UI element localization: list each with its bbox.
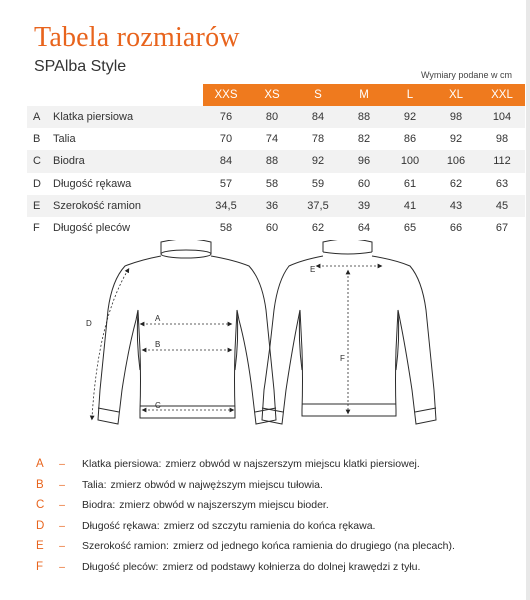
table-cell: 112	[479, 150, 525, 172]
row-letter: C	[27, 150, 43, 172]
table-cell: 34,5	[203, 195, 249, 217]
table-cell: 74	[249, 128, 295, 150]
legend-letter: E	[36, 540, 44, 553]
table-cell: 82	[341, 128, 387, 150]
row-letter: E	[27, 195, 43, 217]
row-label: Biodra	[43, 150, 203, 172]
row-letter: B	[27, 128, 43, 150]
table-cell: 67	[479, 217, 525, 239]
table-cell: 78	[295, 128, 341, 150]
table-row	[27, 128, 525, 150]
legend-term: Szerokość ramion:	[82, 540, 169, 553]
legend-text: zmierz obwód w najszerszym miejscu klatki piersiowej.	[165, 458, 420, 471]
table-cell: 57	[203, 173, 249, 195]
row-letter: A	[27, 106, 43, 128]
legend-text: zmierz od podstawy kołnierza do dolnej krawędzi z tyłu.	[162, 560, 421, 573]
legend-term: Długość rękawa:	[82, 519, 160, 532]
table-cell: 70	[203, 128, 249, 150]
row-label: Długość rękawa	[43, 173, 203, 195]
legend-term: Talia:	[82, 478, 107, 491]
table-cell: 84	[203, 150, 249, 172]
table-cell: 106	[433, 150, 479, 172]
front-label-d: D	[86, 319, 92, 328]
table-cell: 104	[479, 106, 525, 128]
table-cell: 36	[249, 195, 295, 217]
size-header: XXS	[203, 84, 249, 106]
back-label-e: E	[310, 265, 316, 274]
back-garment-outline	[262, 240, 436, 424]
legend-dash: –	[59, 499, 65, 512]
table-row	[27, 195, 525, 217]
table-cell: 88	[249, 150, 295, 172]
garment-measurement-drawing	[0, 240, 530, 445]
row-letter: D	[27, 173, 43, 195]
legend-item	[36, 516, 455, 537]
legend-dash: –	[59, 458, 65, 471]
row-label: Talia	[43, 128, 203, 150]
size-header-row	[27, 84, 525, 106]
table-row	[27, 106, 525, 128]
back-label-f: F	[340, 354, 345, 363]
table-cell: 86	[387, 128, 433, 150]
table-row	[27, 217, 525, 239]
front-measure-lines	[92, 270, 232, 418]
legend-term: Klatka piersiowa:	[82, 458, 162, 471]
table-cell: 58	[203, 217, 249, 239]
legend-item	[36, 454, 455, 475]
header-blank-label	[43, 84, 203, 106]
brand-subtitle: SPAlba Style	[34, 58, 127, 75]
size-header: M	[341, 84, 387, 106]
table-cell: 59	[295, 173, 341, 195]
table-cell: 41	[387, 195, 433, 217]
front-garment-outline	[98, 240, 276, 424]
front-label-c: C	[155, 401, 161, 410]
table-cell: 63	[479, 173, 525, 195]
size-table	[27, 84, 525, 239]
legend-dash: –	[59, 478, 65, 491]
legend-item	[36, 536, 455, 557]
table-cell: 92	[295, 150, 341, 172]
table-cell: 62	[295, 217, 341, 239]
legend-text: zmierz od szczytu ramienia do końca rękawa.	[163, 519, 376, 532]
table-row	[27, 173, 525, 195]
legend-term: Długość pleców:	[82, 560, 159, 573]
table-cell: 58	[249, 173, 295, 195]
table-cell: 96	[341, 150, 387, 172]
table-cell: 100	[387, 150, 433, 172]
front-label-b: B	[155, 340, 161, 349]
table-cell: 66	[433, 217, 479, 239]
size-header: XL	[433, 84, 479, 106]
table-row	[27, 150, 525, 172]
back-measure-lines	[318, 266, 380, 412]
units-note: Wymiary podane w cm	[421, 70, 512, 80]
legend-letter: C	[36, 499, 45, 512]
legend-letter: D	[36, 519, 45, 532]
table-cell: 98	[479, 128, 525, 150]
size-header: L	[387, 84, 433, 106]
table-cell: 92	[387, 106, 433, 128]
legend-dash: –	[59, 519, 65, 532]
table-cell: 39	[341, 195, 387, 217]
table-cell: 76	[203, 106, 249, 128]
legend-text: zmierz obwód w najwęższym miejscu tułowia.	[110, 478, 323, 491]
table-cell: 88	[341, 106, 387, 128]
page-title: Tabela rozmiarów	[34, 22, 240, 53]
legend-letter: F	[36, 560, 44, 573]
table-cell: 45	[479, 195, 525, 217]
legend-term: Biodra:	[82, 499, 116, 512]
table-cell: 80	[249, 106, 295, 128]
size-header: XXL	[479, 84, 525, 106]
table-cell: 84	[295, 106, 341, 128]
measurement-legend	[36, 454, 455, 577]
legend-dash: –	[59, 560, 65, 573]
legend-item	[36, 495, 455, 516]
header-blank-letter	[27, 84, 43, 106]
table-cell: 61	[387, 173, 433, 195]
legend-letter: B	[36, 478, 44, 491]
row-label: Długość pleców	[43, 217, 203, 239]
table-cell: 65	[387, 217, 433, 239]
legend-item	[36, 475, 455, 496]
row-letter: F	[27, 217, 43, 239]
table-cell: 60	[249, 217, 295, 239]
front-label-a: A	[155, 314, 161, 323]
legend-item	[36, 557, 455, 578]
legend-text: zmierz od jednego końca ramienia do drugiego (na plecach).	[172, 540, 455, 553]
table-cell: 60	[341, 173, 387, 195]
legend-dash: –	[59, 540, 65, 553]
table-cell: 64	[341, 217, 387, 239]
table-cell: 62	[433, 173, 479, 195]
table-cell: 98	[433, 106, 479, 128]
size-header: XS	[249, 84, 295, 106]
row-label: Klatka piersiowa	[43, 106, 203, 128]
table-cell: 92	[433, 128, 479, 150]
row-label: Szerokość ramion	[43, 195, 203, 217]
legend-letter: A	[36, 458, 44, 471]
size-header: S	[295, 84, 341, 106]
legend-text: zmierz obwód w najszerszym miejscu bioder.	[119, 499, 329, 512]
table-cell: 43	[433, 195, 479, 217]
table-cell: 37,5	[295, 195, 341, 217]
